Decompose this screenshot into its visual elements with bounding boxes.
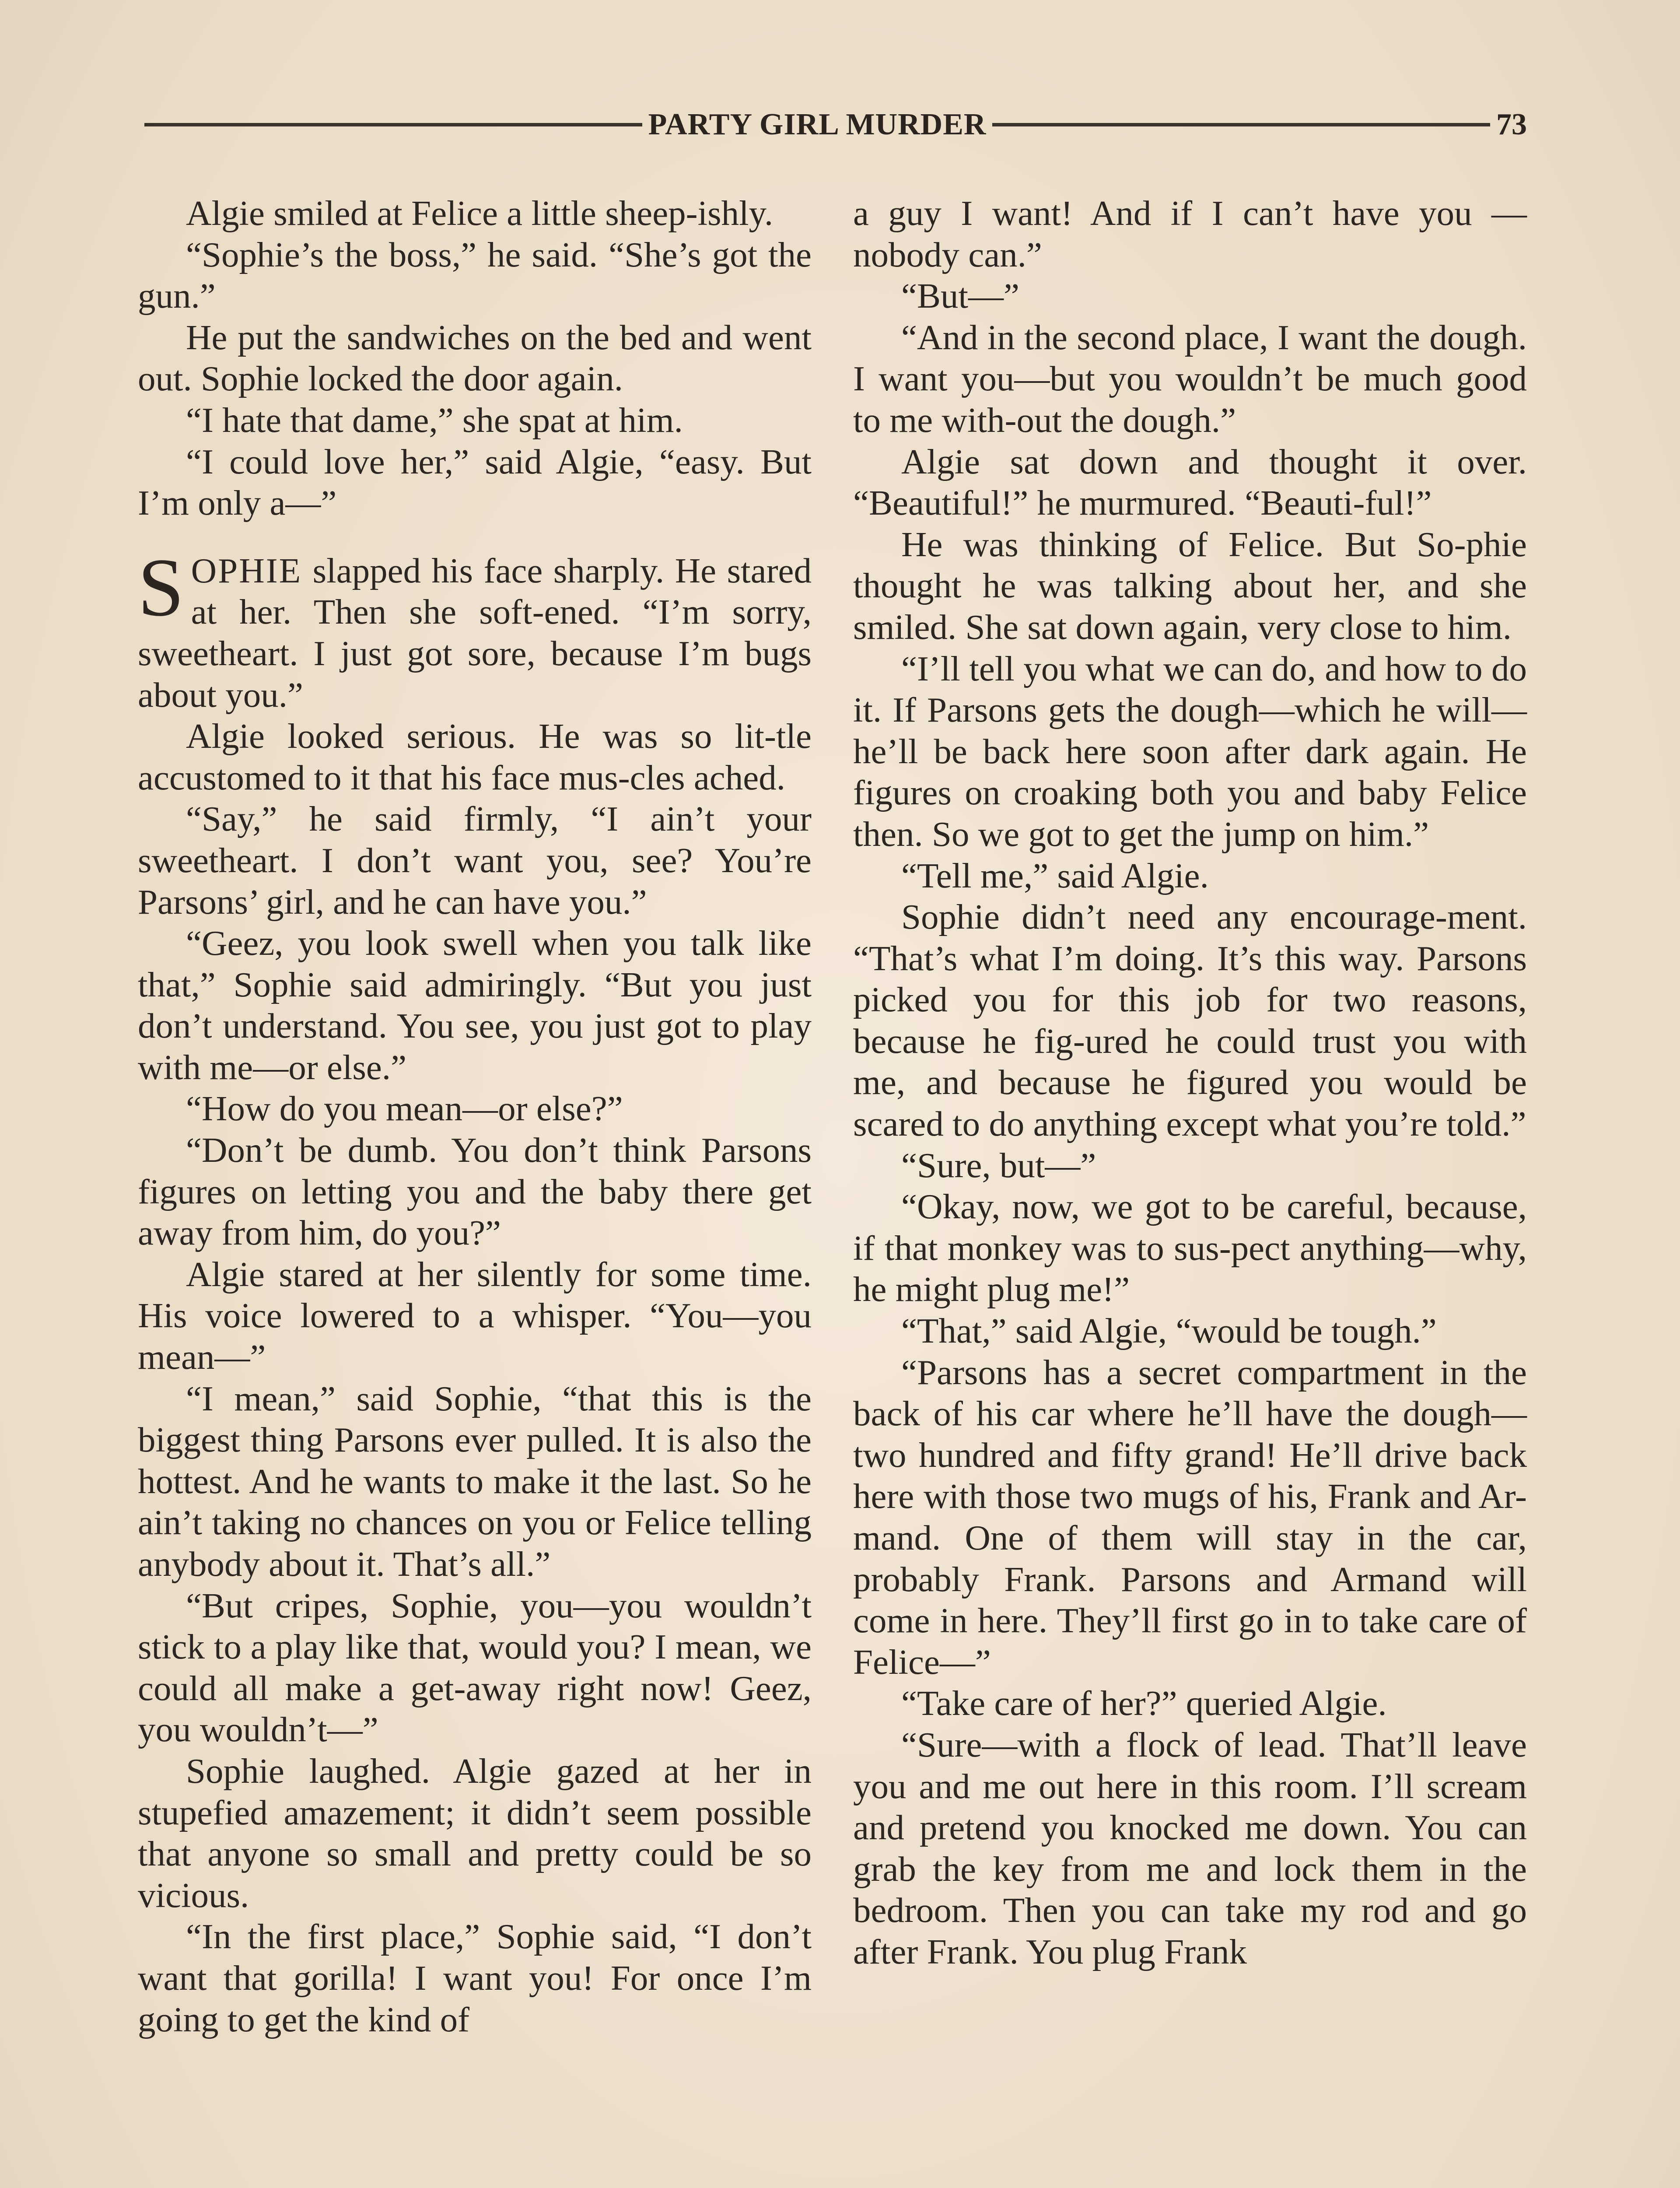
dropcap-word: OPHIE xyxy=(191,551,302,590)
paragraph: He put the sandwiches on the bed and went out. Sophie locked the door again. xyxy=(138,317,812,399)
paragraph: “Don’t be dumb. You don’t think Parsons figures on letting you and the baby there get away from him, do you?” xyxy=(138,1130,812,1253)
right-column xyxy=(853,193,1527,1973)
header-rule-left xyxy=(144,123,642,126)
paragraph: “I mean,” said Sophie, “that this is the biggest thing Parsons ever pulled. It is also the hottest. And he wants to make it the last. So he ain’t taking no chances on you or Felice telling anybody about it. That’s all.” xyxy=(138,1378,812,1584)
paragraph: Algie sat down and thought it over. “Beautiful!” he murmured. “Beauti-ful!” xyxy=(853,442,1527,523)
page-number: 73 xyxy=(1496,108,1527,141)
paragraph: “I hate that dame,” she spat at him. xyxy=(186,400,683,440)
header-rule-right xyxy=(992,123,1490,126)
paragraph: “In the first place,” Sophie said, “I don’t want that gorilla! I want you! For once I’m going to get the kind of xyxy=(138,1917,812,2039)
paragraph: Sophie laughed. Algie gazed at her in stupefied amazement; it didn’t seem possible that anyone so small and pretty could be so vicious. xyxy=(138,1751,812,1915)
paragraph: “But cripes, Sophie, you—you wouldn’t stick to a play like that, would you? I mean, we could all make a get-away right now! Geez, you wouldn’t—” xyxy=(138,1585,812,1750)
paragraph: Algie smiled at Felice a little sheep-ishly. xyxy=(186,193,774,233)
paragraph: “I’ll tell you what we can do, and how to do it. If Parsons gets the dough—which he will—he’ll be back here soon after dark again. He figures on croaking both you and baby Felice then. So we got to get the jump on him.” xyxy=(853,649,1527,854)
paragraph: “That,” said Algie, “would be tough.” xyxy=(901,1311,1437,1351)
running-title: PARTY GIRL MURDER xyxy=(648,108,987,141)
running-header xyxy=(144,105,1527,144)
paragraph: “Tell me,” said Algie. xyxy=(901,856,1209,895)
paragraph: “Sophie’s the boss,” he said. “She’s got the gun.” xyxy=(138,235,812,316)
paragraph: Sophie didn’t need any encourage-ment. “That’s what I’m doing. It’s this way. Parsons picked you for this job for two reasons, because he fig-ured he could trust you with me, and because he figured you would be scared to do anything except what you’re told.” xyxy=(853,897,1527,1144)
paragraph: “Say,” he said firmly, “I ain’t your sweetheart. I don’t want you, see? You’re Parsons’ girl, and he can have you.” xyxy=(138,799,812,922)
paragraph: “Geez, you look swell when you talk like that,” Sophie said admiringly. “But you just don’t understand. You see, you just got to play with me—or else.” xyxy=(138,923,812,1087)
paragraph: “How do you mean—or else?” xyxy=(186,1089,623,1129)
paragraph: “Parsons has a secret compartment in the back of his car where he’ll have the dough—two hundred and fifty grand! He’ll drive back here with those two mugs of his, Frank and Ar-mand. One of them will stay in the car, probably Frank. Parsons and Armand will come in here. They’ll first go in to take care of Felice—” xyxy=(853,1352,1527,1682)
dropcap-paragraph xyxy=(138,541,812,715)
paragraph: “Take care of her?” queried Algie. xyxy=(901,1683,1387,1723)
paragraph: He was thinking of Felice. But So-phie thought he was talking about her, and she smiled. She sat down again, very close to him. xyxy=(853,524,1527,647)
paragraph-continued: a guy I want! And if I can’t have you —nobody can.” xyxy=(853,193,1527,274)
paragraph: “I could love her,” said Algie, “easy. But I’m only a—” xyxy=(138,442,812,523)
drop-cap: S xyxy=(138,541,184,634)
paragraph: Algie stared at her silently for some time. His voice lowered to a whisper. “You—you mean—” xyxy=(138,1254,812,1377)
paragraph: “Okay, now, we got to be careful, because, if that monkey was to sus-pect anything—why, he might plug me!” xyxy=(853,1187,1527,1309)
dropcap-text: slapped his face sharply. He stared at her. Then she soft-ened. “I’m sorry, sweetheart. I just got sore, because I’m bugs about you.” xyxy=(138,551,812,715)
paragraph: “But—” xyxy=(901,276,1019,316)
paragraph: “And in the second place, I want the dough. I want you—but you wouldn’t be much good to me with-out the dough.” xyxy=(853,317,1527,440)
left-column xyxy=(138,193,812,2040)
paragraph: Algie looked serious. He was so lit-tle accustomed to it that his face mus-cles ached. xyxy=(138,716,812,797)
paragraph: “Sure—with a flock of lead. That’ll leave you and me out here in this room. I’ll scream and pretend you knocked me down. You can grab the key from me and lock them in the bedroom. Then you can take my rod and go after Frank. You plug Frank xyxy=(853,1725,1527,1971)
paragraph: “Sure, but—” xyxy=(901,1145,1096,1185)
